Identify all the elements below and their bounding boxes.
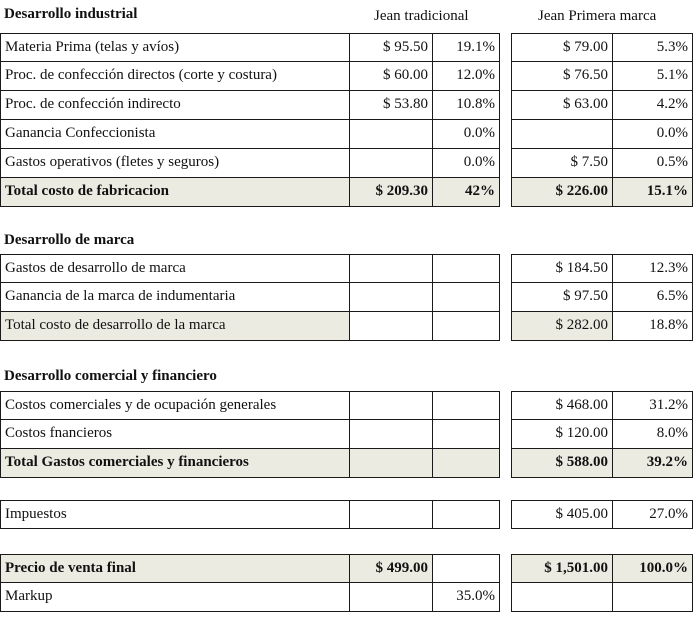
primera-marca-amount: $ 79.00 [511,33,613,62]
jean-tradicional-percent [433,420,500,449]
primera-marca-percent: 0.5% [613,149,693,178]
section-title-comercial: Desarrollo comercial y financiero [4,368,217,384]
primera-marca-amount: $ 63.00 [511,91,613,120]
primera-marca-amount: $ 405.00 [511,500,613,529]
table-row [0,149,695,178]
jean-tradicional-amount [350,254,433,283]
total-primera-marca-amount: $ 588.00 [511,449,613,478]
primera-marca-percent: 31.2% [613,391,693,420]
row-label: Ganancia de la marca de indumentaria [0,283,350,312]
table-industrial [0,33,695,207]
column-header-jean-tradicional: Jean tradicional [374,8,469,24]
table-row [0,91,695,120]
primera-marca-amount: $ 76.50 [511,62,613,91]
table-row [0,120,695,149]
table-precio [0,554,695,612]
primera-marca-percent: 27.0% [613,500,693,529]
table-marca [0,254,695,341]
primera-marca-amount: $ 7.50 [511,149,613,178]
total-row-comercial [0,449,695,478]
jean-tradicional-percent: 35.0% [433,583,500,612]
jean-tradicional-amount [350,391,433,420]
total-row-fabricacion [0,178,695,207]
total-label: Total costo de fabricacion [0,178,350,207]
jean-tradicional-percent: 19.1% [433,33,500,62]
table-row [0,62,695,91]
total-primera-marca-percent: 39.2% [613,449,693,478]
primera-marca-amount: $ 468.00 [511,391,613,420]
primera-marca-amount: $ 120.00 [511,420,613,449]
total-primera-marca-percent: 100.0% [613,554,693,583]
row-label: Gastos de desarrollo de marca [0,254,350,283]
total-label: Total costo de desarrollo de la marca [0,312,350,341]
primera-marca-amount: $ 184.50 [511,254,613,283]
jean-tradicional-amount [350,500,433,529]
jean-tradicional-percent: 12.0% [433,62,500,91]
primera-marca-amount [511,120,613,149]
jean-tradicional-amount: $ 53.80 [350,91,433,120]
row-label: Gastos operativos (fletes y seguros) [0,149,350,178]
total-jean-tradicional-percent: 42% [433,178,500,207]
jean-tradicional-amount [350,283,433,312]
section-title-marca: Desarrollo de marca [4,232,135,248]
row-label: Markup [0,583,350,612]
total-primera-marca-percent: 18.8% [613,312,693,341]
jean-tradicional-percent [433,500,500,529]
total-primera-marca-percent: 15.1% [613,178,693,207]
table-row-markup [0,583,695,612]
primera-marca-percent: 4.2% [613,91,693,120]
table-row [0,420,695,449]
table-impuestos [0,500,695,529]
jean-tradicional-amount [350,583,433,612]
jean-tradicional-percent [433,283,500,312]
jean-tradicional-percent: 0.0% [433,149,500,178]
total-row-precio [0,554,695,583]
total-label: Total Gastos comerciales y financieros [0,449,350,478]
row-label: Costos comerciales y de ocupación generales [0,391,350,420]
primera-marca-percent: 6.5% [613,283,693,312]
total-primera-marca-amount: $ 226.00 [511,178,613,207]
row-label: Impuestos [0,500,350,529]
row-label: Costos fnancieros [0,420,350,449]
table-comercial [0,391,695,478]
primera-marca-amount [511,583,613,612]
total-jean-tradicional-amount [350,449,433,478]
primera-marca-percent [613,583,693,612]
jean-tradicional-percent: 0.0% [433,120,500,149]
table-row [0,254,695,283]
table-row [0,283,695,312]
total-jean-tradicional-percent [433,312,500,341]
table-row [0,500,695,529]
row-label: Proc. de confección directos (corte y costura) [0,62,350,91]
jean-tradicional-amount [350,120,433,149]
row-label: Proc. de confección indirecto [0,91,350,120]
row-label: Materia Prima (telas y avíos) [0,33,350,62]
primera-marca-percent: 8.0% [613,420,693,449]
row-label: Ganancia Confeccionista [0,120,350,149]
primera-marca-amount: $ 97.50 [511,283,613,312]
primera-marca-percent: 5.1% [613,62,693,91]
jean-tradicional-amount: $ 60.00 [350,62,433,91]
primera-marca-percent: 12.3% [613,254,693,283]
table-row [0,391,695,420]
total-label: Precio de venta final [0,554,350,583]
total-jean-tradicional-percent [433,554,500,583]
jean-tradicional-amount [350,420,433,449]
primera-marca-percent: 0.0% [613,120,693,149]
total-primera-marca-amount: $ 282.00 [511,312,613,341]
jean-tradicional-percent [433,391,500,420]
column-header-jean-primera-marca: Jean Primera marca [538,8,657,24]
section-title-industrial: Desarrollo industrial [4,6,138,22]
total-jean-tradicional-amount: $ 499.00 [350,554,433,583]
total-row-marca [0,312,695,341]
jean-tradicional-percent: 10.8% [433,91,500,120]
total-primera-marca-amount: $ 1,501.00 [511,554,613,583]
total-jean-tradicional-percent [433,449,500,478]
total-jean-tradicional-amount [350,312,433,341]
jean-tradicional-percent [433,254,500,283]
jean-tradicional-amount [350,149,433,178]
primera-marca-percent: 5.3% [613,33,693,62]
table-row [0,33,695,62]
jean-tradicional-amount: $ 95.50 [350,33,433,62]
total-jean-tradicional-amount: $ 209.30 [350,178,433,207]
